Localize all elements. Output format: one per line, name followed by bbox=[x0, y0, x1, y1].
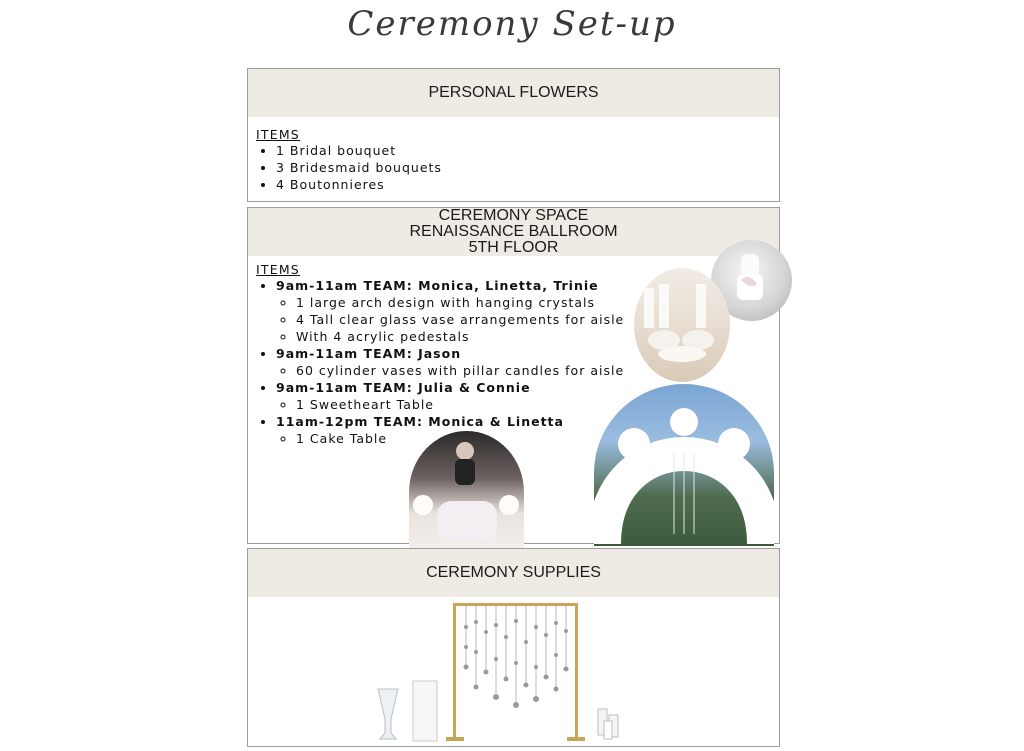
team-label: 9am-11am TEAM: Jason bbox=[276, 346, 462, 361]
page-title: Ceremony Set-up bbox=[347, 4, 677, 44]
ceremony-supplies-heading-text: CEREMONY SUPPLIES bbox=[426, 564, 601, 581]
team-item bbox=[276, 345, 779, 379]
team-label: 9am-11am TEAM: Monica, Linetta, Trinie bbox=[276, 278, 599, 293]
personal-flowers-list bbox=[248, 142, 779, 193]
ceremony-supplies-section bbox=[247, 548, 780, 747]
list-item: ◦ 60 cylinder vases with pillar candles for aisle bbox=[296, 362, 779, 379]
list-item: ◦ 1 Sweetheart Table bbox=[296, 396, 779, 413]
items-label: ITEMS bbox=[256, 262, 300, 277]
team-item bbox=[276, 379, 779, 413]
sweetheart-table-photo bbox=[409, 431, 524, 549]
pedestal-icon bbox=[413, 681, 437, 741]
ceremony-supplies-heading bbox=[248, 549, 779, 597]
personal-flowers-heading bbox=[248, 69, 779, 117]
ceremony-space-heading-line1: CEREMONY SPACE bbox=[438, 207, 589, 224]
crystal-arch-icon bbox=[446, 603, 585, 741]
ceremony-space-heading-line2: RENAISSANCE BALLROOM bbox=[409, 223, 618, 240]
ceremony-space-team-list bbox=[248, 277, 779, 447]
team-label: 11am-12pm TEAM: Monica & Linetta bbox=[276, 414, 564, 429]
personal-flowers-heading-text: PERSONAL FLOWERS bbox=[428, 84, 599, 101]
list-item: ◦ 4 Tall clear glass vase arrangements for aisle bbox=[296, 311, 779, 328]
personal-flowers-section bbox=[247, 68, 780, 202]
list-item: ◦ 1 Cake Table bbox=[296, 430, 779, 447]
items-label: ITEMS bbox=[256, 127, 300, 142]
glass-vase-icon bbox=[378, 689, 398, 739]
supplies-illustration bbox=[248, 597, 779, 746]
list-item: • 1 Bridal bouquet bbox=[276, 142, 779, 159]
ceremony-space-heading-line3: 5TH FLOOR bbox=[468, 239, 559, 256]
cylinder-candles-icon bbox=[598, 709, 618, 739]
list-item: • 4 Boutonnieres bbox=[276, 176, 779, 193]
list-item: ◦ 1 large arch design with hanging crystals bbox=[296, 294, 779, 311]
team-label: 9am-11am TEAM: Julia & Connie bbox=[276, 380, 531, 395]
ceremony-space-heading bbox=[248, 208, 779, 256]
team-item bbox=[276, 413, 779, 447]
list-item: ◦ With 4 acrylic pedestals bbox=[296, 328, 779, 345]
team-item bbox=[276, 277, 779, 345]
sweetheart-table-illustration bbox=[409, 431, 524, 549]
list-item: • 3 Bridesmaid bouquets bbox=[276, 159, 779, 176]
